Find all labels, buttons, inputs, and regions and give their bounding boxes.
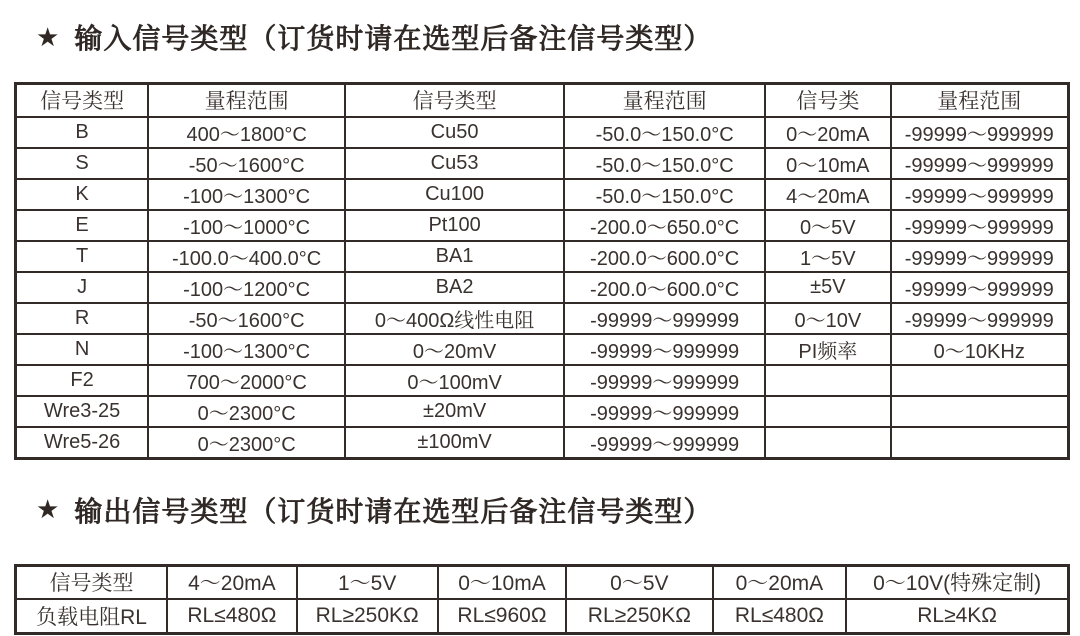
star-icon: ★	[36, 21, 61, 52]
column-header-range-2: 量程范围	[564, 84, 765, 117]
table-cell: -99999～999999	[564, 365, 765, 396]
table-cell: -99999～999999	[891, 241, 1069, 272]
table-cell: RL≤480Ω	[167, 599, 297, 633]
output-signal-type-row	[16, 565, 1069, 599]
column-header-signal-type-2: 信号类型	[345, 84, 564, 117]
table-cell: -99999～999999	[891, 272, 1069, 303]
table-cell: 0～2300°C	[148, 396, 345, 427]
table-cell	[891, 396, 1069, 427]
table-cell: 4～20mA	[167, 565, 297, 599]
column-header-range-3: 量程范围	[891, 84, 1069, 117]
table-cell: ±5V	[765, 272, 890, 303]
table-cell	[891, 427, 1069, 459]
table-cell: Cu100	[345, 179, 564, 210]
table-cell: -100.0～400.0°C	[148, 241, 345, 272]
table-row	[16, 148, 1069, 179]
table-row	[16, 334, 1069, 365]
table-cell: -99999～999999	[891, 148, 1069, 179]
table-cell: ±20mV	[345, 396, 564, 427]
table-cell: -100～1300°C	[148, 179, 345, 210]
table-cell: -50～1600°C	[148, 303, 345, 334]
input-signal-title-text: 输入信号类型（订货时请在选型后备注信号类型）	[74, 23, 713, 54]
table-cell: R	[16, 303, 149, 334]
table-cell: -99999～999999	[891, 179, 1069, 210]
table-cell: 0～5V	[566, 565, 712, 599]
table-cell: -100～1200°C	[148, 272, 345, 303]
table-cell	[765, 427, 890, 459]
table-cell: 700～2000°C	[148, 365, 345, 396]
table-cell: RL≥250KΩ	[566, 599, 712, 633]
table-row	[16, 117, 1069, 148]
table-cell	[765, 365, 890, 396]
table-cell: -50.0～150.0°C	[564, 148, 765, 179]
table-cell: S	[16, 148, 149, 179]
column-header-range-1: 量程范围	[148, 84, 345, 117]
table-cell: 0～10KHz	[891, 334, 1069, 365]
table-cell: -99999～999999	[564, 396, 765, 427]
table-cell: 0～10V	[765, 303, 890, 334]
table-cell: -50～1600°C	[148, 148, 345, 179]
table-cell: 4～20mA	[765, 179, 890, 210]
table-cell: 0～400Ω线性电阻	[345, 303, 564, 334]
row-header-load-resistance: 负载电阻RL	[16, 599, 168, 633]
table-cell: RL≤480Ω	[713, 599, 847, 633]
table-cell: J	[16, 272, 149, 303]
table-cell: 0～10mA	[438, 565, 566, 599]
table-cell: 0～100mV	[345, 365, 564, 396]
table-cell: -99999～999999	[891, 303, 1069, 334]
table-cell	[891, 365, 1069, 396]
table-cell: -99999～999999	[564, 427, 765, 459]
table-cell: BA1	[345, 241, 564, 272]
input-signal-table	[14, 82, 1070, 460]
table-cell: 0～10V(特殊定制)	[846, 565, 1068, 599]
table-cell	[765, 396, 890, 427]
table-cell: Cu53	[345, 148, 564, 179]
column-header-signal-type-3: 信号类	[765, 84, 890, 117]
column-header-signal-type-1: 信号类型	[16, 84, 149, 117]
table-cell: -50.0～150.0°C	[564, 179, 765, 210]
row-header-signal-type: 信号类型	[16, 565, 168, 599]
table-row	[16, 272, 1069, 303]
table-cell: 1～5V	[765, 241, 890, 272]
table-cell: T	[16, 241, 149, 272]
table-cell: -99999～999999	[564, 334, 765, 365]
table-cell: B	[16, 117, 149, 148]
table-cell: Pt100	[345, 210, 564, 241]
table-cell: -100～1300°C	[148, 334, 345, 365]
star-icon: ★	[36, 494, 61, 524]
table-cell: -99999～999999	[891, 117, 1069, 148]
table-cell: -200.0～600.0°C	[564, 272, 765, 303]
table-row	[16, 241, 1069, 272]
table-cell: N	[16, 334, 149, 365]
table-cell: K	[16, 179, 149, 210]
output-signal-title-text: 输出信号类型（订货时请在选型后备注信号类型）	[74, 495, 713, 527]
table-cell: 0～2300°C	[148, 427, 345, 459]
table-cell: RL≥250KΩ	[297, 599, 438, 633]
table-cell: E	[16, 210, 149, 241]
table-row	[16, 365, 1069, 396]
output-signal-table	[14, 564, 1070, 635]
input-signal-section-title	[36, 0, 1080, 57]
table-row	[16, 427, 1069, 459]
table-cell: 1～5V	[297, 565, 438, 599]
table-cell: 0～20mV	[345, 334, 564, 365]
output-signal-section-title	[36, 460, 1080, 530]
table-cell: ±100mV	[345, 427, 564, 459]
table-cell: F2	[16, 365, 149, 396]
table-cell: BA2	[345, 272, 564, 303]
input-table-header-row	[16, 84, 1069, 117]
table-cell: -50.0～150.0°C	[564, 117, 765, 148]
output-load-resistance-row	[16, 599, 1069, 633]
table-cell: Cu50	[345, 117, 564, 148]
table-cell: RL≤960Ω	[438, 599, 566, 633]
table-cell: 400～1800°C	[148, 117, 345, 148]
table-row	[16, 210, 1069, 241]
table-row	[16, 396, 1069, 427]
table-cell: Wre3-25	[16, 396, 149, 427]
table-cell: PI频率	[765, 334, 890, 365]
table-cell: RL≥4KΩ	[846, 599, 1068, 633]
table-cell: 0～20mA	[713, 565, 847, 599]
table-cell: 0～20mA	[765, 117, 890, 148]
table-cell: -200.0～600.0°C	[564, 241, 765, 272]
table-cell: -100～1000°C	[148, 210, 345, 241]
table-row	[16, 303, 1069, 334]
table-cell: 0～5V	[765, 210, 890, 241]
table-cell: -200.0～650.0°C	[564, 210, 765, 241]
table-cell: -99999～999999	[891, 210, 1069, 241]
table-cell: Wre5-26	[16, 427, 149, 459]
table-cell: -99999～999999	[564, 303, 765, 334]
table-cell: 0～10mA	[765, 148, 890, 179]
table-row	[16, 179, 1069, 210]
